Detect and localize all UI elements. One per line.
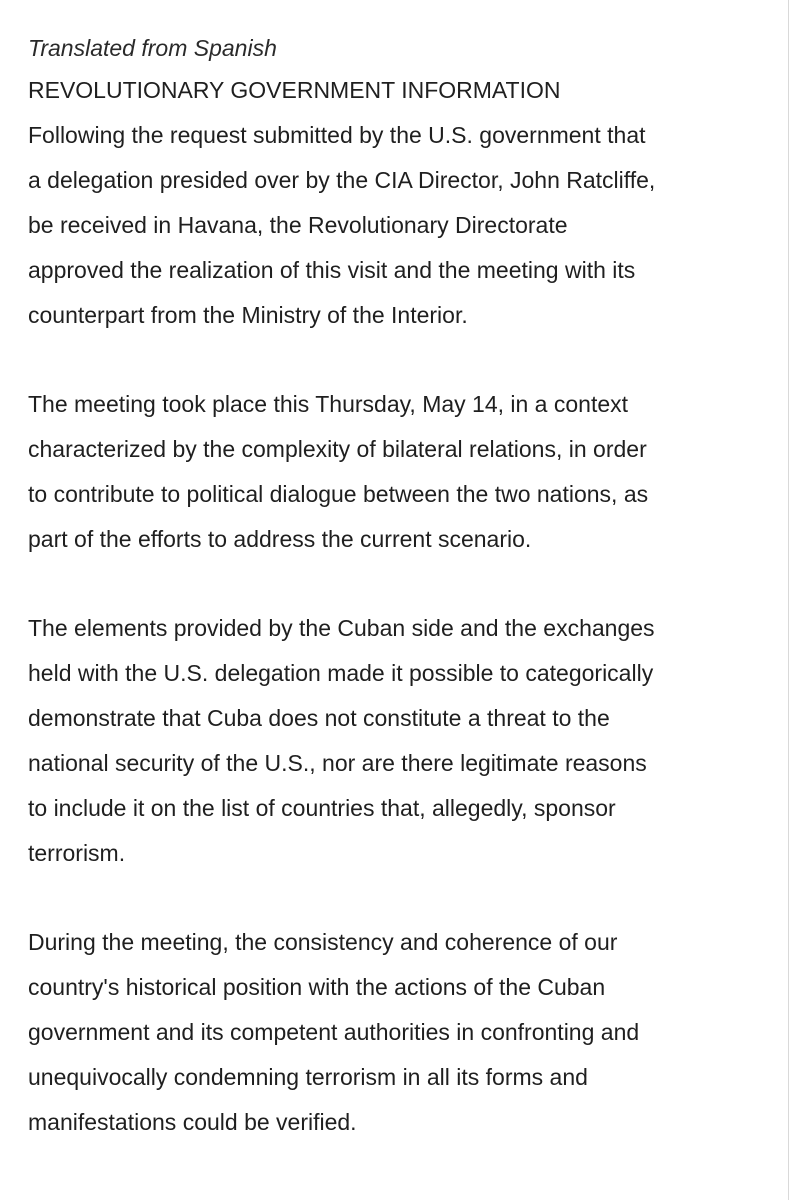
paragraph-2	[28, 382, 773, 562]
paragraph-4	[28, 920, 773, 1145]
page-title: REVOLUTIONARY GOVERNMENT INFORMATION	[28, 77, 561, 103]
paragraph-line: unequivocally condemning terrorism in all its forms and	[28, 1064, 588, 1090]
translation-note: Translated from Spanish	[28, 35, 277, 61]
paragraph-line: approved the realization of this visit and the meeting with its	[28, 257, 636, 283]
paragraph-line: a delegation presided over by the CIA Director, John Ratcliffe,	[28, 167, 656, 193]
paragraph-line: be received in Havana, the Revolutionary Directorate	[28, 212, 568, 238]
paragraph-line: held with the U.S. delegation made it possible to categorically	[28, 660, 654, 686]
paragraph-line: terrorism.	[28, 840, 126, 866]
paragraph-line: manifestations could be verified.	[28, 1109, 357, 1135]
paragraph-line: to include it on the list of countries that, allegedly, sponsor	[28, 795, 616, 821]
paragraph-line: demonstrate that Cuba does not constitute a threat to the	[28, 705, 610, 731]
paragraph-line: government and its competent authorities in confronting and	[28, 1019, 640, 1045]
paragraph-line: During the meeting, the consistency and coherence of our	[28, 929, 618, 955]
paragraph-line: national security of the U.S., nor are there legitimate reasons	[28, 750, 647, 776]
paragraph-line: counterpart from the Ministry of the Interior.	[28, 302, 468, 328]
paragraph-1	[28, 113, 773, 338]
paragraph-line: part of the efforts to address the current scenario.	[28, 526, 532, 552]
paragraph-line: The meeting took place this Thursday, May 14, in a context	[28, 391, 629, 417]
paragraph-line: The elements provided by the Cuban side and the exchanges	[28, 615, 655, 641]
paragraph-line: Following the request submitted by the U.S. government that	[28, 122, 646, 148]
paragraph-line: characterized by the complexity of bilateral relations, in order	[28, 436, 647, 462]
paragraph-line: country's historical position with the actions of the Cuban	[28, 974, 606, 1000]
paragraph-line: to contribute to political dialogue between the two nations, as	[28, 481, 649, 507]
paragraph-3	[28, 606, 773, 876]
translated-post-content	[28, 28, 773, 1189]
